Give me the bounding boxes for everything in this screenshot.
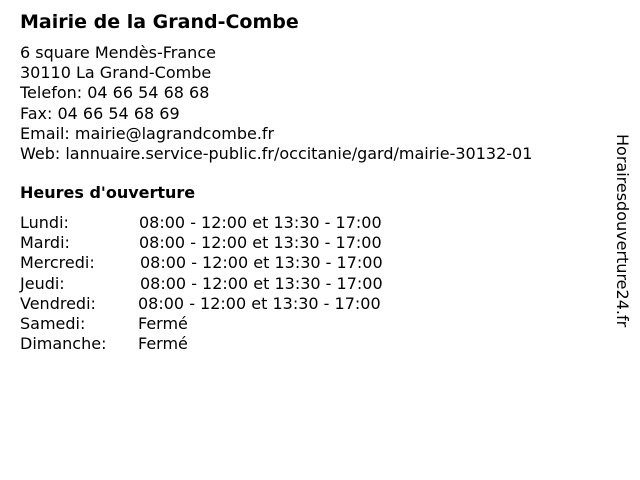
city-address: 30110 La Grand-Combe <box>20 63 212 83</box>
day-label: Lundi: <box>20 213 69 232</box>
day-hours: 08:00 - 12:00 et 13:30 - 17:00 <box>139 213 382 232</box>
day-label: Dimanche: <box>20 334 107 354</box>
day-hours: Fermé <box>138 313 188 333</box>
day-hours: 08:00 - 12:00 et 13:30 - 17:00 <box>139 233 382 253</box>
day-label: Jeudi: <box>20 273 65 293</box>
day-label: Vendredi: <box>20 293 96 313</box>
brand-watermark: Horairesdouverture24.fr <box>613 134 632 328</box>
day-label: Mercredi: <box>20 253 95 273</box>
day-hours: Fermé <box>138 334 188 354</box>
page-title: Mairie de la Grand-Combe <box>20 11 299 33</box>
contact-block <box>20 43 532 164</box>
website-url: Web: lannuaire.service-public.fr/occitanie/gard/mairie-30132-01 <box>20 143 533 163</box>
phone-number: Telefon: 04 66 54 68 68 <box>20 83 210 103</box>
day-hours: 08:00 - 12:00 et 13:30 - 17:00 <box>138 293 381 313</box>
hours-heading: Heures d'ouverture <box>20 183 196 202</box>
day-label: Samedi: <box>20 313 86 333</box>
day-hours: 08:00 - 12:00 et 13:30 - 17:00 <box>140 253 383 273</box>
day-label: Mardi: <box>20 233 70 253</box>
email-address: Email: mairie@lagrandcombe.fr <box>20 123 275 143</box>
street-address: 6 square Mendès-France <box>20 43 216 62</box>
fax-number: Fax: 04 66 54 68 69 <box>20 103 180 123</box>
day-hours: 08:00 - 12:00 et 13:30 - 17:00 <box>140 273 383 293</box>
